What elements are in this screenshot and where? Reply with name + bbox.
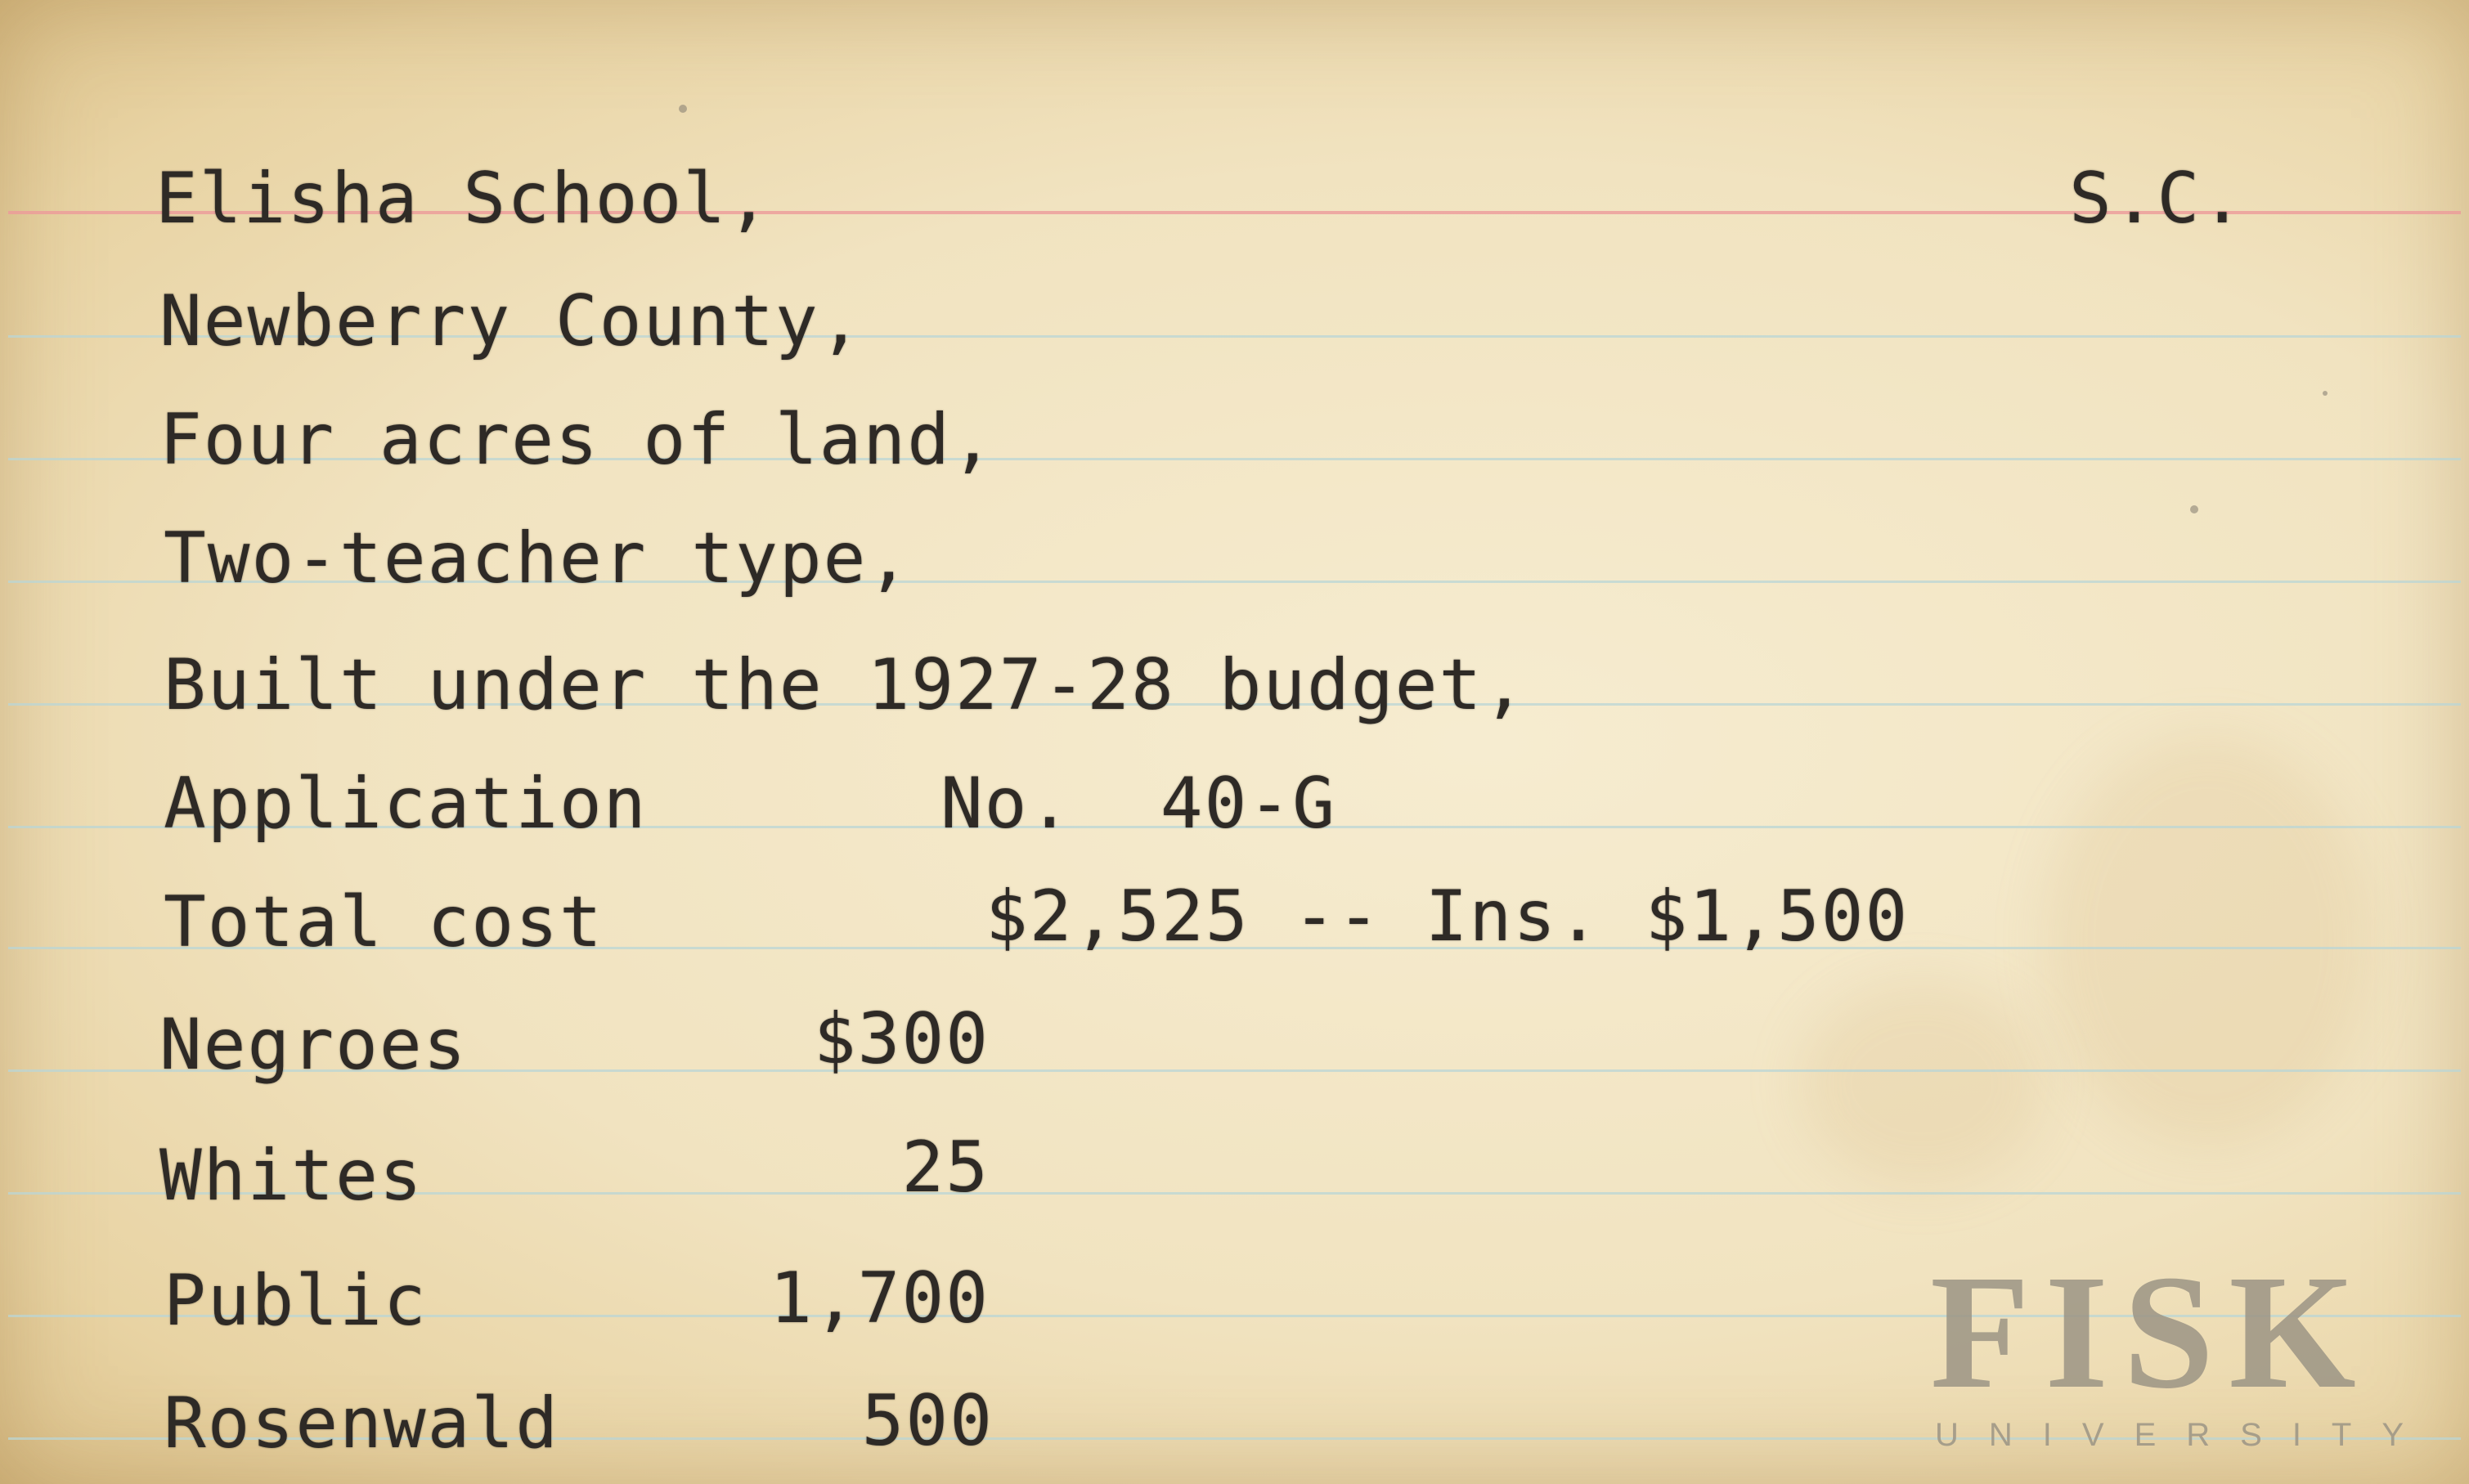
paper-speck bbox=[2190, 505, 2198, 513]
paper-speck bbox=[679, 105, 687, 113]
application-label: Application bbox=[164, 763, 648, 845]
fisk-university-watermark bbox=[1930, 1242, 2445, 1464]
contribution-label: Public bbox=[164, 1260, 428, 1342]
state-abbreviation: S.C. bbox=[2069, 158, 2246, 240]
school-type-line: Two-teacher type, bbox=[164, 518, 912, 599]
county-line: Newberry County, bbox=[159, 280, 864, 362]
school-name: Elisha School, bbox=[155, 158, 771, 240]
paper-speck bbox=[2323, 391, 2328, 396]
contribution-amount: 500 bbox=[861, 1380, 994, 1462]
watermark-subtitle: UNIVERSITY bbox=[1935, 1417, 2435, 1453]
budget-line: Built under the 1927-28 budget, bbox=[164, 644, 1528, 726]
paper-stain bbox=[2045, 736, 2372, 1145]
contribution-amount: $300 bbox=[813, 998, 990, 1080]
total-cost-value: $2,525 -- Ins. $1,500 bbox=[985, 876, 1910, 957]
watermark-name: FISK bbox=[1930, 1242, 2371, 1423]
paper-stain bbox=[1799, 981, 2045, 1186]
contribution-amount: 1,700 bbox=[770, 1258, 990, 1339]
contribution-label: Rosenwald bbox=[164, 1383, 559, 1464]
contribution-label: Negroes bbox=[159, 1004, 468, 1086]
contribution-amount: 25 bbox=[901, 1127, 990, 1208]
land-line: Four acres of land, bbox=[159, 399, 995, 481]
application-number: No. 40-G bbox=[940, 763, 1336, 845]
total-cost-label: Total cost bbox=[164, 881, 604, 963]
contribution-label: Whites bbox=[159, 1135, 424, 1217]
